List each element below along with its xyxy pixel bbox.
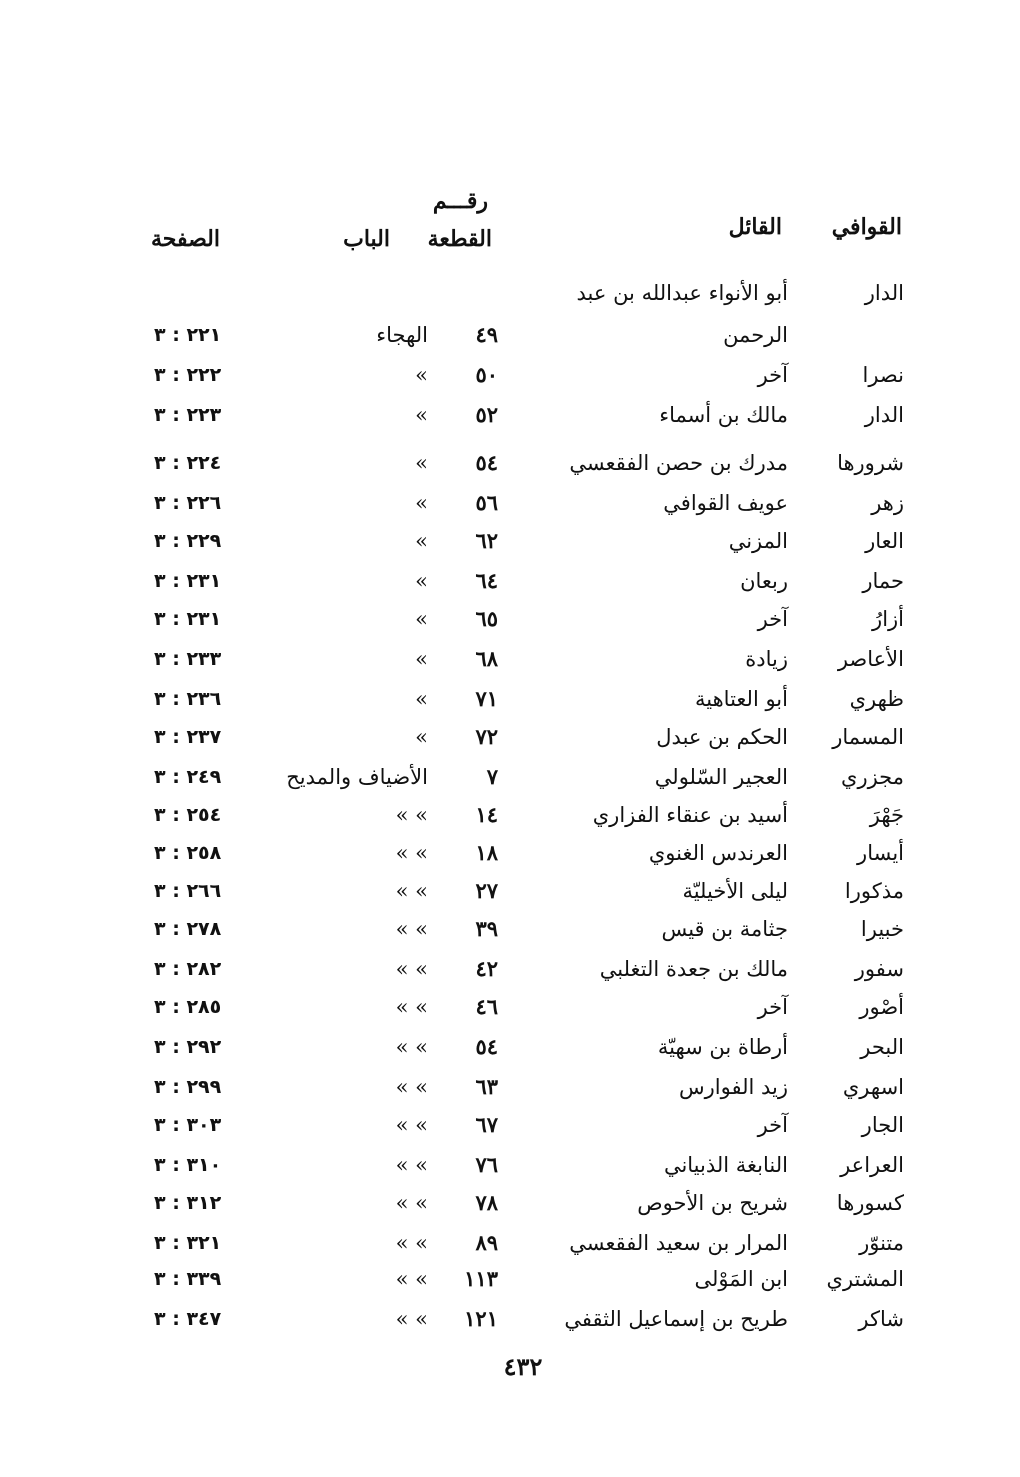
page-cell: ٢٣٣ : ٣ xyxy=(154,648,222,670)
qafia-cell: العار xyxy=(865,529,904,553)
bab-cell: » xyxy=(415,403,428,427)
qafia-cell: سفور xyxy=(854,957,904,981)
page-cell: ٢٢٦ : ٣ xyxy=(154,492,222,514)
bab-cell: » » xyxy=(395,1153,428,1177)
qail-cell: العرندس الغنوي xyxy=(648,841,788,865)
page-cell: ٢٥٨ : ٣ xyxy=(154,842,222,864)
table-row xyxy=(0,524,1020,558)
table-row xyxy=(0,874,1020,908)
table-row xyxy=(0,1148,1020,1182)
table-row xyxy=(0,952,1020,986)
table-row xyxy=(0,990,1020,1024)
table-row xyxy=(0,642,1020,676)
qita-cell: ٣٩ xyxy=(475,916,498,941)
bab-cell: » xyxy=(415,647,428,671)
table-row xyxy=(0,486,1020,520)
qafia-cell: زهر xyxy=(871,491,904,515)
qail-cell: الرحمن xyxy=(723,323,788,347)
qail-cell: الحكم بن عبدل xyxy=(656,725,788,749)
page-cell: ٢٩٩ : ٣ xyxy=(154,1076,222,1098)
bab-cell: » xyxy=(415,725,428,749)
bab-cell: » » xyxy=(395,1075,428,1099)
qita-cell: ١٢١ xyxy=(464,1306,498,1331)
page-cell: ٢٢٩ : ٣ xyxy=(154,530,222,552)
qail-cell: زيد الفوارس xyxy=(679,1075,788,1099)
qafia-cell: اسهري xyxy=(842,1075,904,1099)
qita-cell: ٦٢ xyxy=(475,528,498,553)
table-row xyxy=(0,1262,1020,1296)
qafia-cell: الدار xyxy=(864,403,904,427)
header-raqm: رقـــم xyxy=(432,188,488,214)
qita-cell: ٧١ xyxy=(475,686,498,711)
table-row xyxy=(0,836,1020,870)
qail-cell: المزني xyxy=(728,529,788,553)
page-cell: ٣١٢ : ٣ xyxy=(154,1192,222,1214)
qita-cell: ٤٢ xyxy=(475,956,498,981)
qafia-cell: الأعاصر xyxy=(837,647,904,671)
bab-cell: » » xyxy=(395,841,428,865)
qita-cell: ٧ xyxy=(486,764,498,789)
qita-cell: ١٤ xyxy=(475,802,498,827)
bab-cell: » » xyxy=(395,1113,428,1137)
bab-cell: » » xyxy=(395,917,428,941)
bab-cell: » xyxy=(415,451,428,475)
qail-cell: العجير السّلولي xyxy=(654,765,788,789)
table-row xyxy=(0,798,1020,832)
qail-cell: جثامة بن قيس xyxy=(661,917,788,941)
bab-cell: الهجاء xyxy=(376,323,428,347)
page-cell: ٢٣٧ : ٣ xyxy=(154,726,222,748)
table-row xyxy=(0,358,1020,392)
qafia-cell: حمار xyxy=(862,569,904,593)
bab-cell: الأضياف والمديح xyxy=(286,765,428,789)
qafia-cell: أزارُ xyxy=(872,607,904,631)
qafia-cell: كسورها xyxy=(836,1191,904,1215)
qail-cell: عويف القوافي xyxy=(663,491,788,515)
qita-cell: ٦٣ xyxy=(475,1074,498,1099)
qafia-cell: شرورها xyxy=(837,451,904,475)
bab-cell: » xyxy=(415,363,428,387)
table-row xyxy=(0,318,1020,352)
table-row xyxy=(0,912,1020,946)
qail-cell: أرطاة بن سهيّة xyxy=(657,1035,788,1059)
qita-cell: ٥٤ xyxy=(475,1034,498,1059)
table-row xyxy=(0,1108,1020,1142)
qail-cell: آخر xyxy=(757,363,788,387)
bab-cell: » xyxy=(415,687,428,711)
bab-cell: » » xyxy=(395,1035,428,1059)
page-cell: ٢٢٢ : ٣ xyxy=(154,364,222,386)
qita-cell: ٤٩ xyxy=(475,322,498,347)
page-cell: ٣١٠ : ٣ xyxy=(154,1154,222,1176)
bab-cell: » » xyxy=(395,803,428,827)
page-cell: ٢٥٤ : ٣ xyxy=(154,804,222,826)
page-cell: ٢٢٣ : ٣ xyxy=(154,404,222,426)
qail-cell: شريح بن الأحوص xyxy=(637,1191,788,1215)
bab-cell: » » xyxy=(395,879,428,903)
page-cell: ٢٨٢ : ٣ xyxy=(154,958,222,980)
bab-cell: » xyxy=(415,529,428,553)
table-row xyxy=(0,1030,1020,1064)
qail-cell: مدرك بن حصن الفقعسي xyxy=(569,451,788,475)
qail-cell: المرار بن سعيد الفقعسي xyxy=(569,1231,788,1255)
qail-cell: آخر xyxy=(757,607,788,631)
header-qita: القطعة xyxy=(427,226,492,252)
table-row xyxy=(0,1226,1020,1260)
table-row xyxy=(0,1302,1020,1336)
page-cell: ٢٢٤ : ٣ xyxy=(154,452,222,474)
qail-cell: أبو الأنواء عبدالله بن عبد xyxy=(576,281,788,305)
qafia-cell: المشتري xyxy=(826,1267,904,1291)
header-qawafi: القوافي xyxy=(831,214,902,240)
table-row xyxy=(0,276,1020,310)
qafia-cell: الجار xyxy=(861,1113,904,1137)
qail-cell: آخر xyxy=(757,1113,788,1137)
qita-cell: ٦٤ xyxy=(475,568,498,593)
qita-cell: ٦٥ xyxy=(475,606,498,631)
page-cell: ٢٤٩ : ٣ xyxy=(154,766,222,788)
bab-cell: » » xyxy=(395,1231,428,1255)
bab-cell: » » xyxy=(395,1267,428,1291)
qail-cell: أسيد بن عنقاء الفزاري xyxy=(592,803,788,827)
qita-cell: ٤٦ xyxy=(475,994,498,1019)
page-cell: ٢٨٥ : ٣ xyxy=(154,996,222,1018)
qafia-cell: البحر xyxy=(860,1035,904,1059)
table-row xyxy=(0,446,1020,480)
qafia-cell: العراعر xyxy=(840,1153,904,1177)
qail-cell: ربعان xyxy=(740,569,788,593)
qita-cell: ٦٧ xyxy=(475,1112,498,1137)
qail-cell: زيادة xyxy=(745,647,788,671)
page-cell: ٢٦٦ : ٣ xyxy=(154,880,222,902)
table-row xyxy=(0,1186,1020,1220)
page-cell: ٢٣١ : ٣ xyxy=(154,570,222,592)
qafia-cell: مجزري xyxy=(841,765,904,789)
page-cell: ٣٤٧ : ٣ xyxy=(154,1308,222,1330)
qafia-cell: الدار xyxy=(864,281,904,305)
qita-cell: ٢٧ xyxy=(475,878,498,903)
qafia-cell: أيسار xyxy=(857,841,904,865)
bab-cell: » » xyxy=(395,1307,428,1331)
qail-cell: طريح بن إسماعيل الثقفي xyxy=(564,1307,788,1331)
bab-cell: » » xyxy=(395,957,428,981)
header-bab: الباب xyxy=(343,226,390,252)
table-row xyxy=(0,602,1020,636)
qita-cell: ٨٩ xyxy=(475,1230,498,1255)
qail-cell: ابن المَوْلى xyxy=(694,1267,788,1291)
page-cell: ٣٠٣ : ٣ xyxy=(154,1114,222,1136)
qafia-cell: أصْور xyxy=(859,995,904,1019)
qail-cell: مالك بن جعدة التغلبي xyxy=(599,957,788,981)
qita-cell: ١١٣ xyxy=(464,1266,498,1291)
page-cell: ٢٩٢ : ٣ xyxy=(154,1036,222,1058)
bab-cell: » xyxy=(415,607,428,631)
qafia-cell: نصرا xyxy=(862,363,904,387)
table-row xyxy=(0,1070,1020,1104)
qita-cell: ٥٠ xyxy=(475,362,498,387)
qita-cell: ٥٢ xyxy=(475,402,498,427)
qita-cell: ٧٨ xyxy=(475,1190,498,1215)
bab-cell: » xyxy=(415,491,428,515)
qita-cell: ٧٦ xyxy=(475,1152,498,1177)
header-safha: الصفحة xyxy=(150,226,220,252)
qita-cell: ٥٦ xyxy=(475,490,498,515)
page-cell: ٢٢١ : ٣ xyxy=(154,324,222,346)
table-row xyxy=(0,564,1020,598)
qail-cell: مالك بن أسماء xyxy=(659,403,788,427)
table-row xyxy=(0,682,1020,716)
qail-cell: آخر xyxy=(757,995,788,1019)
bab-cell: » xyxy=(415,569,428,593)
page-cell: ٢٣٦ : ٣ xyxy=(154,688,222,710)
qail-cell: ليلى الأخيليّة xyxy=(682,879,788,903)
qafia-cell: خبيرا xyxy=(860,917,904,941)
qita-cell: ٥٤ xyxy=(475,450,498,475)
qail-cell: النابغة الذبياني xyxy=(663,1153,788,1177)
qafia-cell: المسمار xyxy=(832,725,904,749)
qail-cell: أبو العتاهية xyxy=(695,687,788,711)
bab-cell: » » xyxy=(395,995,428,1019)
page-cell: ٣٣٩ : ٣ xyxy=(154,1268,222,1290)
qafia-cell: جَهْرَ xyxy=(869,803,904,827)
table-row xyxy=(0,398,1020,432)
qafia-cell: مذكورا xyxy=(844,879,904,903)
qita-cell: ١٨ xyxy=(475,840,498,865)
qafia-cell: متنوّر xyxy=(859,1231,904,1255)
header-qail: القائل xyxy=(728,214,782,240)
qafia-cell: ظهري xyxy=(849,687,904,711)
page-cell: ٢٧٨ : ٣ xyxy=(154,918,222,940)
qafia-cell: شاكر xyxy=(858,1307,904,1331)
page-number: ٤٣٢ xyxy=(503,1352,543,1381)
page-cell: ٣٢١ : ٣ xyxy=(154,1232,222,1254)
bab-cell: » » xyxy=(395,1191,428,1215)
qita-cell: ٧٢ xyxy=(475,724,498,749)
table-row xyxy=(0,720,1020,754)
page-cell: ٢٣١ : ٣ xyxy=(154,608,222,630)
qita-cell: ٦٨ xyxy=(475,646,498,671)
table-row xyxy=(0,760,1020,794)
